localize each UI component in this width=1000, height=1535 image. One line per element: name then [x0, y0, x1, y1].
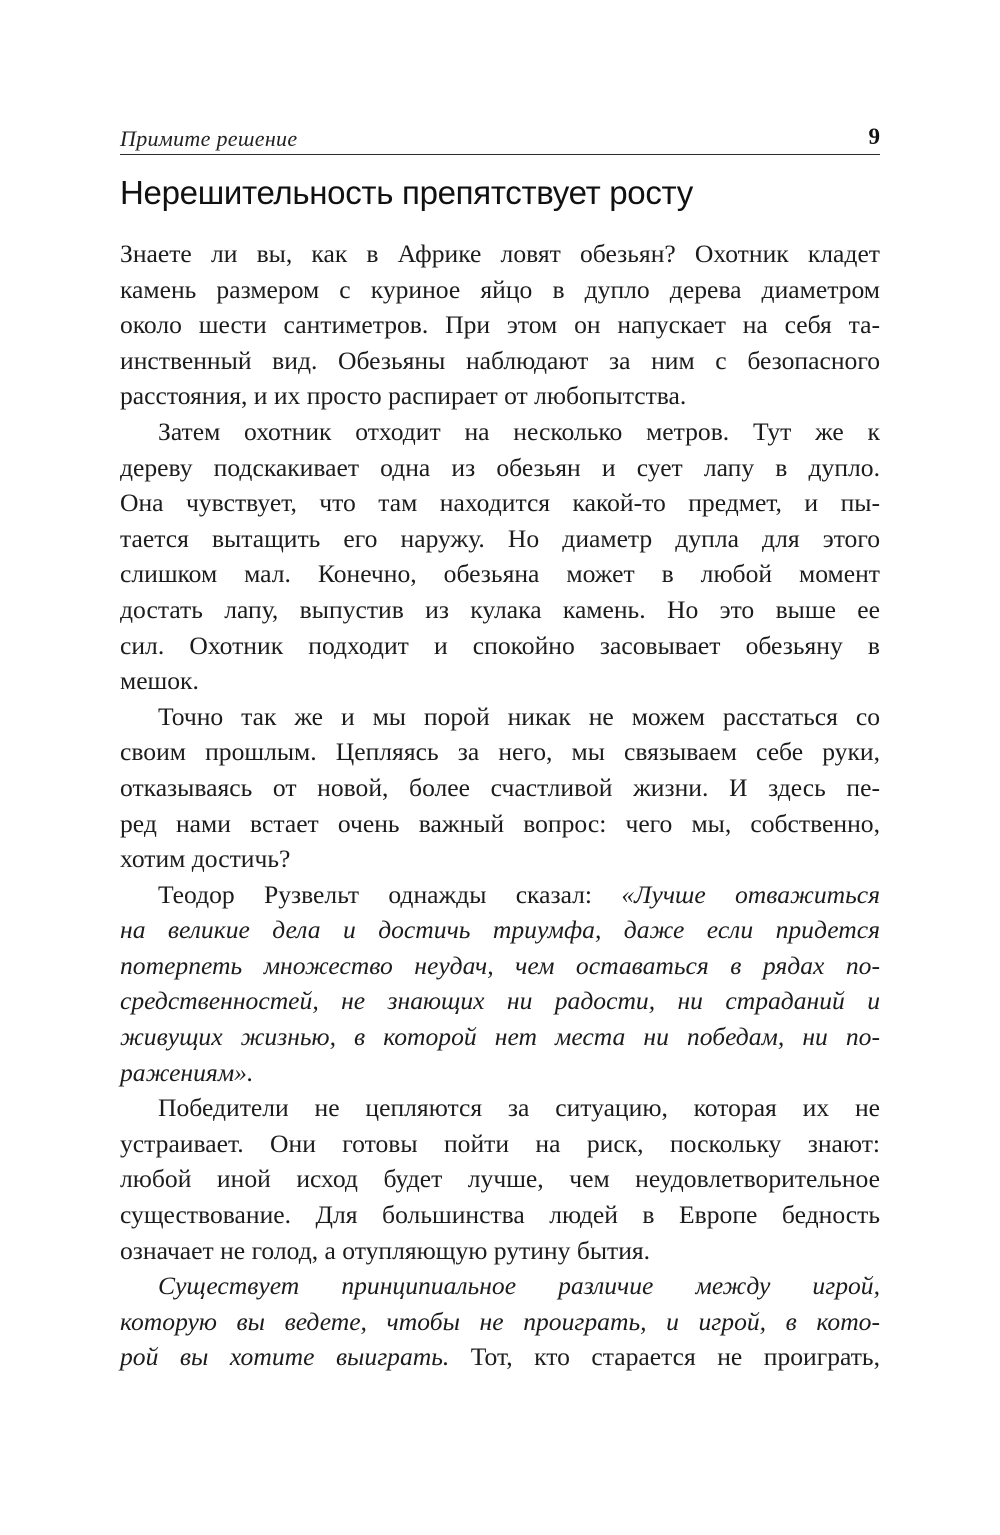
text-line: устраивает. Они готовы пойти на риск, поскольку знают: [120, 1128, 880, 1158]
text-line: ред нами встает очень важный вопрос: чего мы, собственно, [120, 808, 880, 838]
quote-line: живущих жизнью, в которой нет места ни победам, ни по- [120, 1022, 880, 1052]
paragraph-5 [120, 1090, 880, 1268]
text-line: мешок. [120, 666, 199, 696]
quote-intro: Теодор Рузвельт однажды сказал: [158, 879, 622, 909]
body-text [120, 236, 880, 1375]
text-line: своим прошлым. Цепляясь за него, мы связываем себе руки, [120, 737, 880, 767]
paragraph-3 [120, 699, 880, 877]
text-line [120, 877, 880, 913]
paragraph-4 [120, 877, 880, 1091]
emphasis-end: рой вы хотите выиграть. [120, 1342, 450, 1372]
text-line [120, 1339, 880, 1375]
text-line: слишком мал. Конечно, обезьяна может в любой момент [120, 559, 880, 589]
text-line: существование. Для большинства людей в Европе бедность [120, 1200, 880, 1230]
section-heading: Нерешительность препятствует росту [120, 174, 693, 211]
emphasis-line: которую вы ведете, чтобы не проиграть, и игрой, в кото- [120, 1306, 880, 1336]
text-line: Точно так же и мы порой никак не можем расстаться со [158, 701, 880, 731]
emphasis-line: Существует принципиальное различие между игрой, [158, 1271, 880, 1301]
paragraph-2 [120, 414, 880, 699]
text-line: достать лапу, выпустив из кулака камень. Но это выше ее [120, 594, 880, 624]
text-continuation: Тот, кто старается не проиграть, [449, 1342, 880, 1372]
text-line: Она чувствует, что там находится какой-то предмет, и пы- [120, 488, 880, 518]
text-line: любой иной исход будет лучше, чем неудовлетворительное [120, 1164, 880, 1194]
running-title: Примите решение [120, 126, 298, 151]
running-header [120, 124, 880, 155]
page-number: 9 [868, 124, 880, 149]
text-line: расстояния, и их просто распирает от любопытства. [120, 381, 687, 411]
quote-start: «Лучше отважиться [621, 879, 880, 909]
paragraph-1 [120, 236, 880, 414]
quote-line: потерпеть множество неудач, чем оставаться в рядах по- [120, 950, 880, 980]
quote-line: на великие дела и достичь триумфа, даже если придется [120, 915, 880, 945]
paragraph-6 [120, 1268, 880, 1375]
text-line: сил. Охотник подходит и спокойно засовывает обезьяну в [120, 630, 880, 660]
quote-line: средственностей, не знающих ни радости, ни страданий и [120, 986, 880, 1016]
text-line: около шести сантиметров. При этом он напускает на себя та- [120, 310, 880, 340]
text-line: дереву подскакивает одна из обезьян и сует лапу в дупло. [120, 452, 880, 482]
text-line: инственный вид. Обезьяны наблюдают за ним с безопасного [120, 345, 880, 375]
text-line: означает не голод, а отупляющую рутину бытия. [120, 1235, 651, 1265]
text-line: Затем охотник отходит на несколько метров. Тут же к [158, 416, 880, 446]
text-line: тается вытащить его наружу. Но диаметр дупла для этого [120, 523, 880, 553]
quote-line: ражениям». [120, 1057, 254, 1087]
text-line: Победители не цепляются за ситуацию, которая их не [158, 1093, 880, 1123]
text-line: отказываясь от новой, более счастливой жизни. И здесь пе- [120, 772, 880, 802]
text-line: хотим достичь? [120, 844, 291, 874]
text-line: Знаете ли вы, как в Африке ловят обезьян? Охотник кладет [120, 239, 880, 268]
text-line: камень размером с куриное яйцо в дупло дерева диаметром [120, 274, 880, 304]
